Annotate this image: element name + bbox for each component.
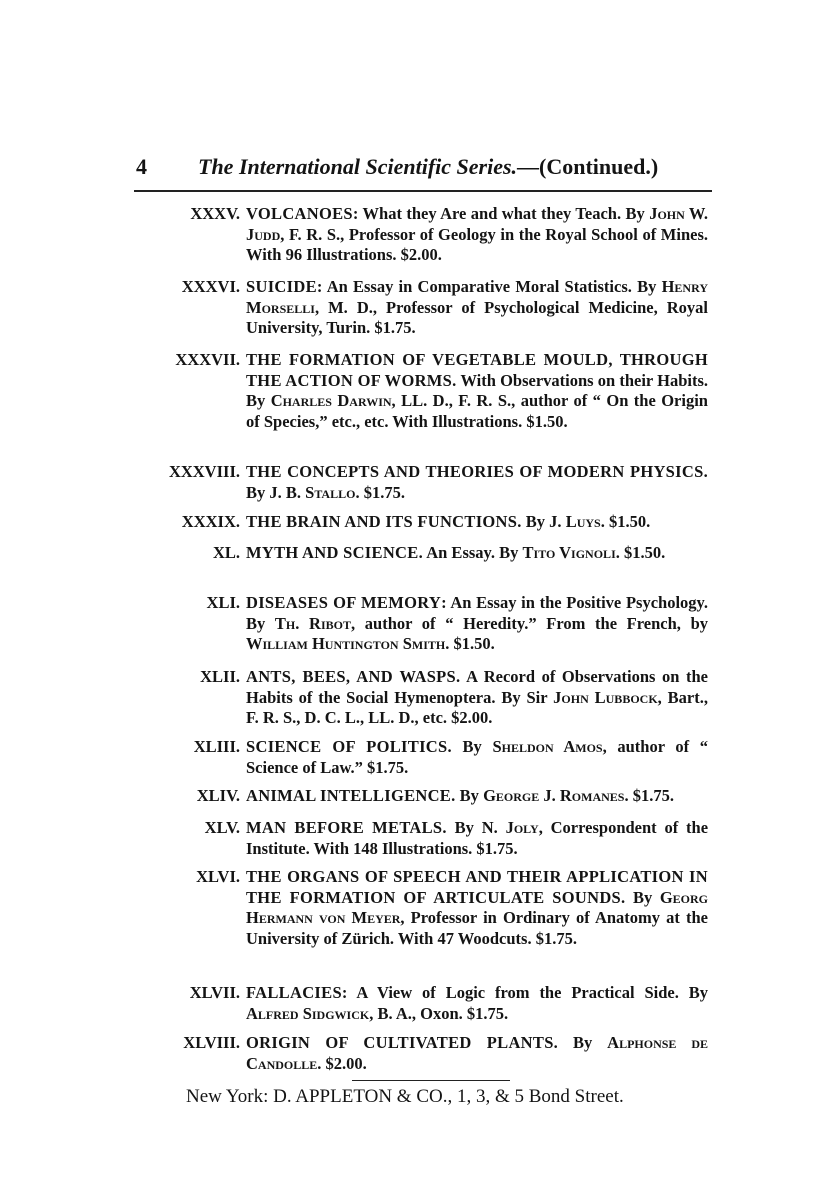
entry-details: . $1.50. [600,512,651,531]
entry-number: XL. [212,543,240,562]
entry-author: Alfred Sidgwick [246,1003,370,1023]
catalog-entry [212,543,708,564]
entry-author: Charles Darwin [270,391,392,410]
catalog-entry [175,350,708,432]
catalog-entry [190,204,708,266]
catalog-entry [196,867,709,949]
entry-number: XLVI. [196,867,240,886]
entry-title: THE BRAIN AND ITS FUNCTIONS. [246,512,522,531]
entry-details: , F. R. S., Professor of Geology in the Royal School of Mines. With 96 Illustrations. $2.00. [246,224,708,264]
entry-title: FALLACIES [246,983,342,1002]
entry-details: . $1.75. [624,786,674,805]
entry-number: XLII. [200,667,240,686]
page-header [136,150,711,184]
entry-title: SCIENCE OF POLITICS. [246,737,452,756]
entry-description: By [633,887,660,907]
catalog-entry [200,667,708,729]
series-continued: —(Continued.) [517,154,659,179]
entry-author: John Lubbock [553,687,658,707]
entry-author: Th. Ribot [274,613,351,633]
entry-description: A View of Logic from the Practical Side. By [356,983,708,1002]
entry-title: MAN BEFORE METALS. [246,818,447,837]
catalog-entry [183,1033,708,1074]
entry-author: Luys [565,512,601,531]
entry-title: ANIMAL INTELLIGENCE. [246,786,456,805]
entry-title: THE ORGANS OF SPEECH AND THEIR APPLICATION IN THE FORMATION OF ARTICULATE SOUNDS. [246,867,708,907]
entry-details: . $1.50. [615,543,666,562]
entry-price: . $1.50. [445,634,495,653]
entry-title: ANTS, BEES, AND WASPS. [246,667,461,686]
entry-details: . $2.00. [317,1053,367,1073]
entry-number: XLIII. [193,737,240,756]
entry-description: A Record of Observations on the Habits of the Social Hymenoptera. By Sir [246,667,708,707]
entry-description: By [459,786,484,805]
catalog-entry [193,737,709,778]
entry-author: George J. Romanes [483,786,625,805]
entry-details: , LL. D., F. R. S., author of “ On the Origin of Species,” etc., etc. With Illustrations. $1.50. [246,391,708,431]
catalog-entry [196,786,708,807]
entry-description: By J. [525,512,566,531]
entry-number: XLI. [206,593,240,612]
entry-details: , Professor in Ordinary of Anatomy at the University of Zürich. With 47 Woodcuts. $1.75. [246,908,709,948]
entry-description: With Observations on their Habits. By [246,370,708,410]
entry-author: Henry Morselli [246,277,708,317]
entry-description: By [462,737,493,756]
entry-title: ORIGIN OF CULTIVATED PLANTS. [246,1033,559,1052]
entry-details: , author of “ Heredity.” From the French, by [350,613,708,633]
entry-title: THE FORMATION OF VEGETABLE MOULD, THROUGH THE ACTION OF WORMS. [246,350,708,390]
entry-number: XLVIII. [183,1033,240,1052]
entry-author: Tito Vignoli [522,543,616,562]
catalog-entry [204,818,709,859]
entry-separator [452,737,463,756]
entry-number: XLV. [204,818,240,837]
catalog-entry [189,983,708,1024]
entry-description: An Essay in the Positive Psychology. By [246,593,708,633]
entry-title: THE CONCEPTS AND THEORIES OF MODERN PHYSICS. [246,462,708,481]
entry-number: XLIV. [196,786,240,805]
entry-number: XXXV. [190,204,240,223]
entry-details: , M. D., Professor of Psychological Medicine, Royal University, Turin. $1.75. [246,297,708,337]
entry-details: . $1.75. [355,482,405,502]
entry-author: Sheldon Amos [492,737,603,756]
publisher-imprint: New York: D. APPLETON & CO., 1, 3, & 5 Bond Street. [186,1086,624,1107]
entry-title: DISEASES OF MEMORY [246,593,442,612]
page-number: 4 [136,154,147,179]
entry-number: XXXVI. [181,277,240,296]
entry-description: By J. B. [246,482,306,502]
catalog-entry [181,512,708,533]
catalog-entry [168,462,708,503]
entry-author: John W. Judd [246,204,708,244]
entry-separator [558,1033,573,1052]
entry-number: XXXVIII. [168,462,240,481]
entry-title: MYTH AND SCIENCE. [246,543,423,562]
entry-author: Stallo [305,482,356,502]
entry-separator: : [341,983,357,1002]
entry-author: Joly [505,818,539,837]
entry-title: VOLCANOES [246,204,353,223]
entry-separator [447,818,455,837]
entry-translator: William Huntington Smith [246,634,446,653]
entry-description: What they Are and what they Teach. By [362,204,650,223]
catalog-entry [181,277,708,339]
entry-number: XLVII. [189,983,240,1002]
entry-author: Georg Hermann von Meyer [246,887,708,927]
entry-separator: : [352,204,363,223]
entry-details: , B. A., Oxon. $1.75. [369,1003,509,1023]
entry-description: By N. [454,818,506,837]
entry-author: Alphonse de Candolle [246,1033,708,1073]
entry-details: , author of “ Science of Law.” $1.75. [246,737,709,777]
entry-separator: : [316,277,327,296]
entry-description: By [573,1033,608,1052]
entry-separator: : [441,593,451,612]
series-name: The International Scientific Series. [198,154,518,179]
entry-separator [625,888,633,907]
footer-rule [352,1080,510,1081]
entry-description: An Essay in Comparative Moral Statistics. By [326,277,662,296]
series-title [198,154,658,180]
entry-description: An Essay. By [426,543,523,562]
entry-number: XXXVII. [175,350,240,369]
entry-number: XXXIX. [181,512,240,531]
entry-details: , Bart., F. R. S., D. C. L., LL. D., etc. $2.00. [246,687,708,727]
entry-details: , Correspondent of the Institute. With 148 Illustrations. $1.75. [246,818,709,858]
entry-title: SUICIDE [246,277,317,296]
catalog-entry [206,593,708,655]
header-rule [134,190,712,192]
